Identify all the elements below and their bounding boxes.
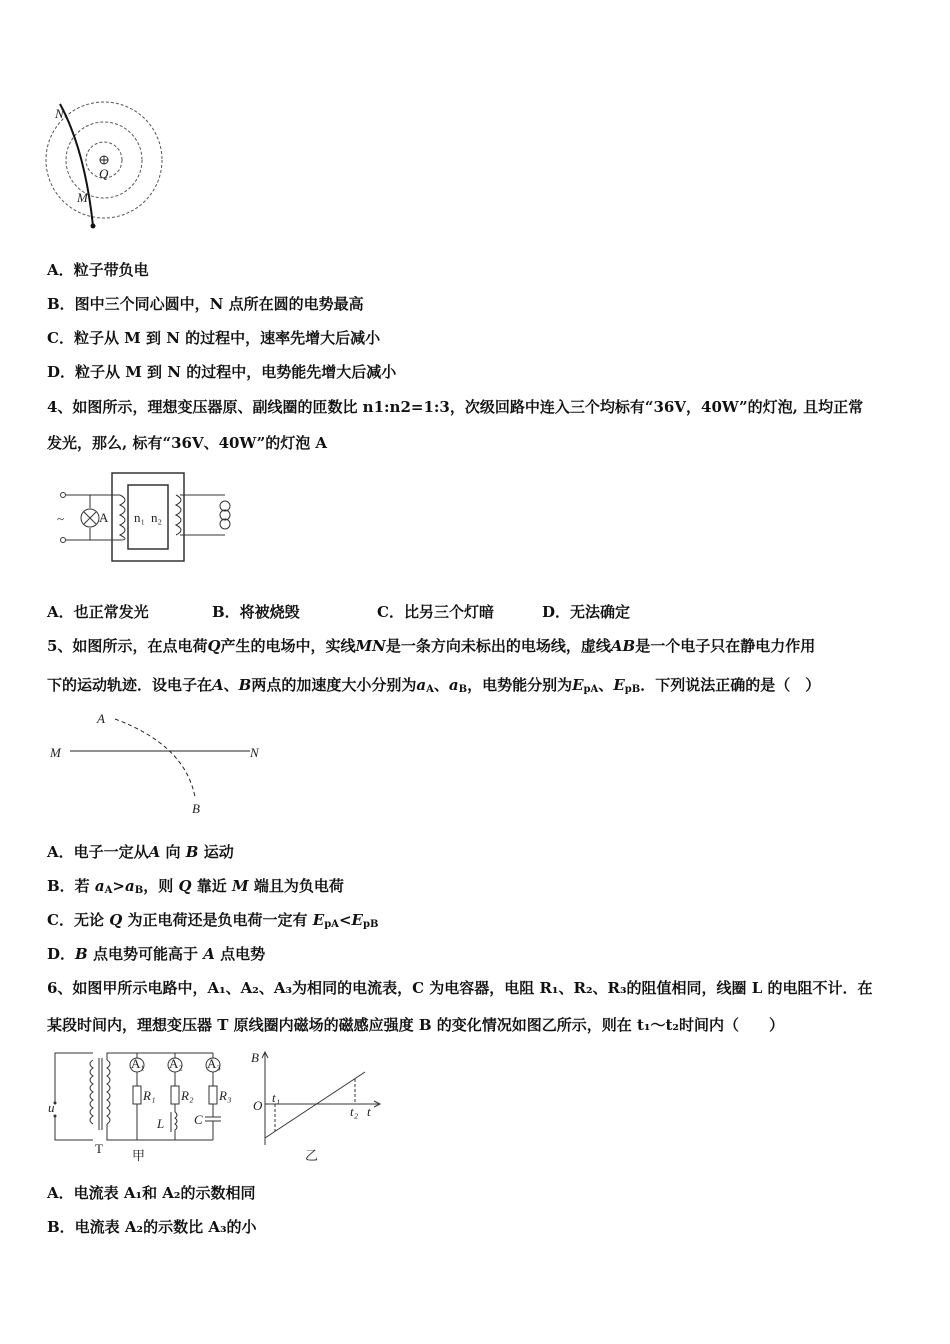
label-u: u bbox=[48, 1100, 55, 1115]
text: D． bbox=[47, 945, 76, 963]
text: 是一个电子只在静电力作用 bbox=[635, 637, 816, 655]
q6-stem-line1: 6、如图甲所示电路中，A₁、A₂、A₃为相同的电流表，C 为电容器，电阻 R₁、R₂、R₃的阻值相同，线圈 L 的电阻不计．在 bbox=[47, 979, 873, 997]
text: 运动 bbox=[203, 843, 234, 861]
text: B bbox=[458, 684, 468, 695]
q6-stem-line2: 某段时间内，理想变压器 T 原线圈内磁场的磁感应强度 B 的变化情况如图乙所示，则在 t₁～t₂时间内（ ） bbox=[47, 1016, 784, 1034]
text: ，则 bbox=[143, 877, 174, 895]
text: AB bbox=[610, 637, 636, 655]
text: 产生的电场中，实线 bbox=[220, 637, 356, 655]
label-n1: n₁ bbox=[134, 510, 146, 525]
label-t2: t₂ bbox=[350, 1104, 359, 1119]
text: 、 bbox=[598, 676, 614, 694]
text: 靠近 bbox=[196, 877, 227, 895]
q4-option-d: D．无法确定 bbox=[542, 603, 631, 621]
text: pA bbox=[583, 684, 599, 695]
label-m: M bbox=[50, 745, 61, 760]
q6-b-t-graph bbox=[245, 1050, 390, 1165]
label-r3: R₃ bbox=[219, 1088, 232, 1103]
text: A bbox=[212, 676, 224, 694]
text: 5、如图所示，在点电荷 bbox=[47, 637, 208, 655]
text: C．无论 bbox=[47, 911, 104, 929]
q5-field-line-figure bbox=[45, 705, 275, 820]
label-l: L bbox=[157, 1116, 165, 1131]
text: Q bbox=[207, 637, 221, 655]
q3-field-figure bbox=[45, 100, 170, 235]
label-r1: R₁ bbox=[143, 1088, 156, 1103]
q4-option-a: A．也正常发光 bbox=[47, 603, 149, 621]
label-b: B bbox=[251, 1050, 259, 1065]
text: 两点的加速度大小分别为 bbox=[251, 676, 417, 694]
label-t-axis: t bbox=[367, 1104, 371, 1119]
label-jia: 甲 bbox=[132, 1148, 146, 1163]
label-yi: 乙 bbox=[305, 1148, 319, 1163]
text: MN bbox=[355, 637, 386, 655]
label-t: T bbox=[95, 1141, 103, 1156]
q3-option-d: D．粒子从 M 到 N 的过程中，电势能先增大后减小 bbox=[47, 363, 397, 381]
q3-option-b: B．图中三个同心圆中，N 点所在圆的电势最高 bbox=[47, 295, 364, 313]
text: a bbox=[94, 877, 105, 895]
text: 点电势可能高于 bbox=[92, 945, 198, 963]
q6-circuit-figure bbox=[45, 1048, 245, 1163]
text: A bbox=[426, 684, 434, 695]
text: > bbox=[112, 877, 125, 895]
label-a: A bbox=[97, 711, 105, 726]
q4-option-c: C．比另三个灯暗 bbox=[377, 603, 494, 621]
label-ac: ~ bbox=[57, 511, 65, 526]
text: B bbox=[134, 885, 144, 896]
label-t1: t₁ bbox=[272, 1090, 281, 1105]
q5-stem-line1 bbox=[47, 636, 815, 656]
q4-transformer-figure bbox=[55, 470, 235, 580]
label-c: C bbox=[194, 1112, 203, 1127]
q6-option-b: B．电流表 A₂的示数比 A₃的小 bbox=[47, 1218, 257, 1236]
text: 为正电荷还是负电荷一定有 bbox=[127, 911, 308, 929]
text: ，电势能分别为 bbox=[467, 676, 573, 694]
text: M bbox=[232, 877, 249, 895]
label-q: Q bbox=[99, 166, 109, 181]
text: Q bbox=[109, 911, 123, 929]
text: E bbox=[312, 911, 325, 929]
q4-option-b: B．将被烧毁 bbox=[212, 603, 300, 621]
label-a2: A₂ bbox=[169, 1056, 183, 1071]
label-n: N bbox=[250, 745, 259, 760]
text: 向 bbox=[165, 843, 181, 861]
text: pB bbox=[624, 684, 641, 695]
label-a1: A₁ bbox=[131, 1056, 145, 1071]
q5-option-a bbox=[47, 842, 234, 862]
text: 是一条方向未标出的电场线，虚线 bbox=[385, 637, 611, 655]
text: pA bbox=[324, 919, 339, 930]
q4-stem-line1: 4、如图所示，理想变压器原、副线圈的匝数比 n1:n2=1:3，次级回路中连入三个均标有“36V，40W”的灯泡, 且均正常 bbox=[47, 398, 864, 416]
label-o: O bbox=[253, 1098, 263, 1113]
text: a bbox=[416, 676, 427, 694]
q5-option-b bbox=[47, 876, 344, 896]
text: Q bbox=[178, 877, 192, 895]
text: A bbox=[148, 843, 161, 861]
text: A．电子一定从 bbox=[47, 843, 149, 861]
text: pB bbox=[362, 919, 379, 930]
q3-option-a: A．粒子带负电 bbox=[47, 261, 149, 279]
text: 、 bbox=[433, 676, 449, 694]
label-r2: R₂ bbox=[181, 1088, 194, 1103]
label-a3: A₃ bbox=[207, 1056, 221, 1071]
text: E bbox=[613, 676, 625, 694]
text: A bbox=[203, 945, 215, 963]
q4-options bbox=[47, 602, 630, 622]
text: < bbox=[338, 911, 352, 929]
label-m: M bbox=[77, 190, 88, 205]
text: B．若 bbox=[47, 877, 90, 895]
text: a bbox=[448, 676, 459, 694]
text: B bbox=[238, 676, 252, 694]
text: 、 bbox=[223, 676, 239, 694]
q4-stem-line2: 发光，那么, 标有“36V、40W”的灯泡 A bbox=[47, 434, 328, 452]
label-n: N bbox=[55, 106, 64, 121]
text: 下的运动轨迹．设电子在 bbox=[47, 676, 213, 694]
text: 点电势 bbox=[220, 945, 266, 963]
text: 端且为负电荷 bbox=[253, 877, 344, 895]
text: B bbox=[75, 945, 88, 963]
text: a bbox=[125, 877, 135, 895]
q5-stem-line2 bbox=[47, 675, 820, 695]
text: ．下列说法正确的是（ ） bbox=[640, 676, 821, 694]
text: E bbox=[351, 911, 363, 929]
label-b: B bbox=[192, 801, 200, 816]
q6-option-a: A．电流表 A₁和 A₂的示数相同 bbox=[47, 1184, 256, 1202]
label-n2: n₂ bbox=[151, 510, 163, 525]
label-lamp-a: A bbox=[99, 510, 109, 525]
text: E bbox=[572, 676, 584, 694]
text: A bbox=[104, 885, 113, 896]
q5-option-c bbox=[47, 910, 378, 930]
q3-option-c: C．粒子从 M 到 N 的过程中，速率先增大后减小 bbox=[47, 329, 381, 347]
text: B bbox=[185, 843, 199, 861]
q5-option-d bbox=[47, 944, 265, 964]
